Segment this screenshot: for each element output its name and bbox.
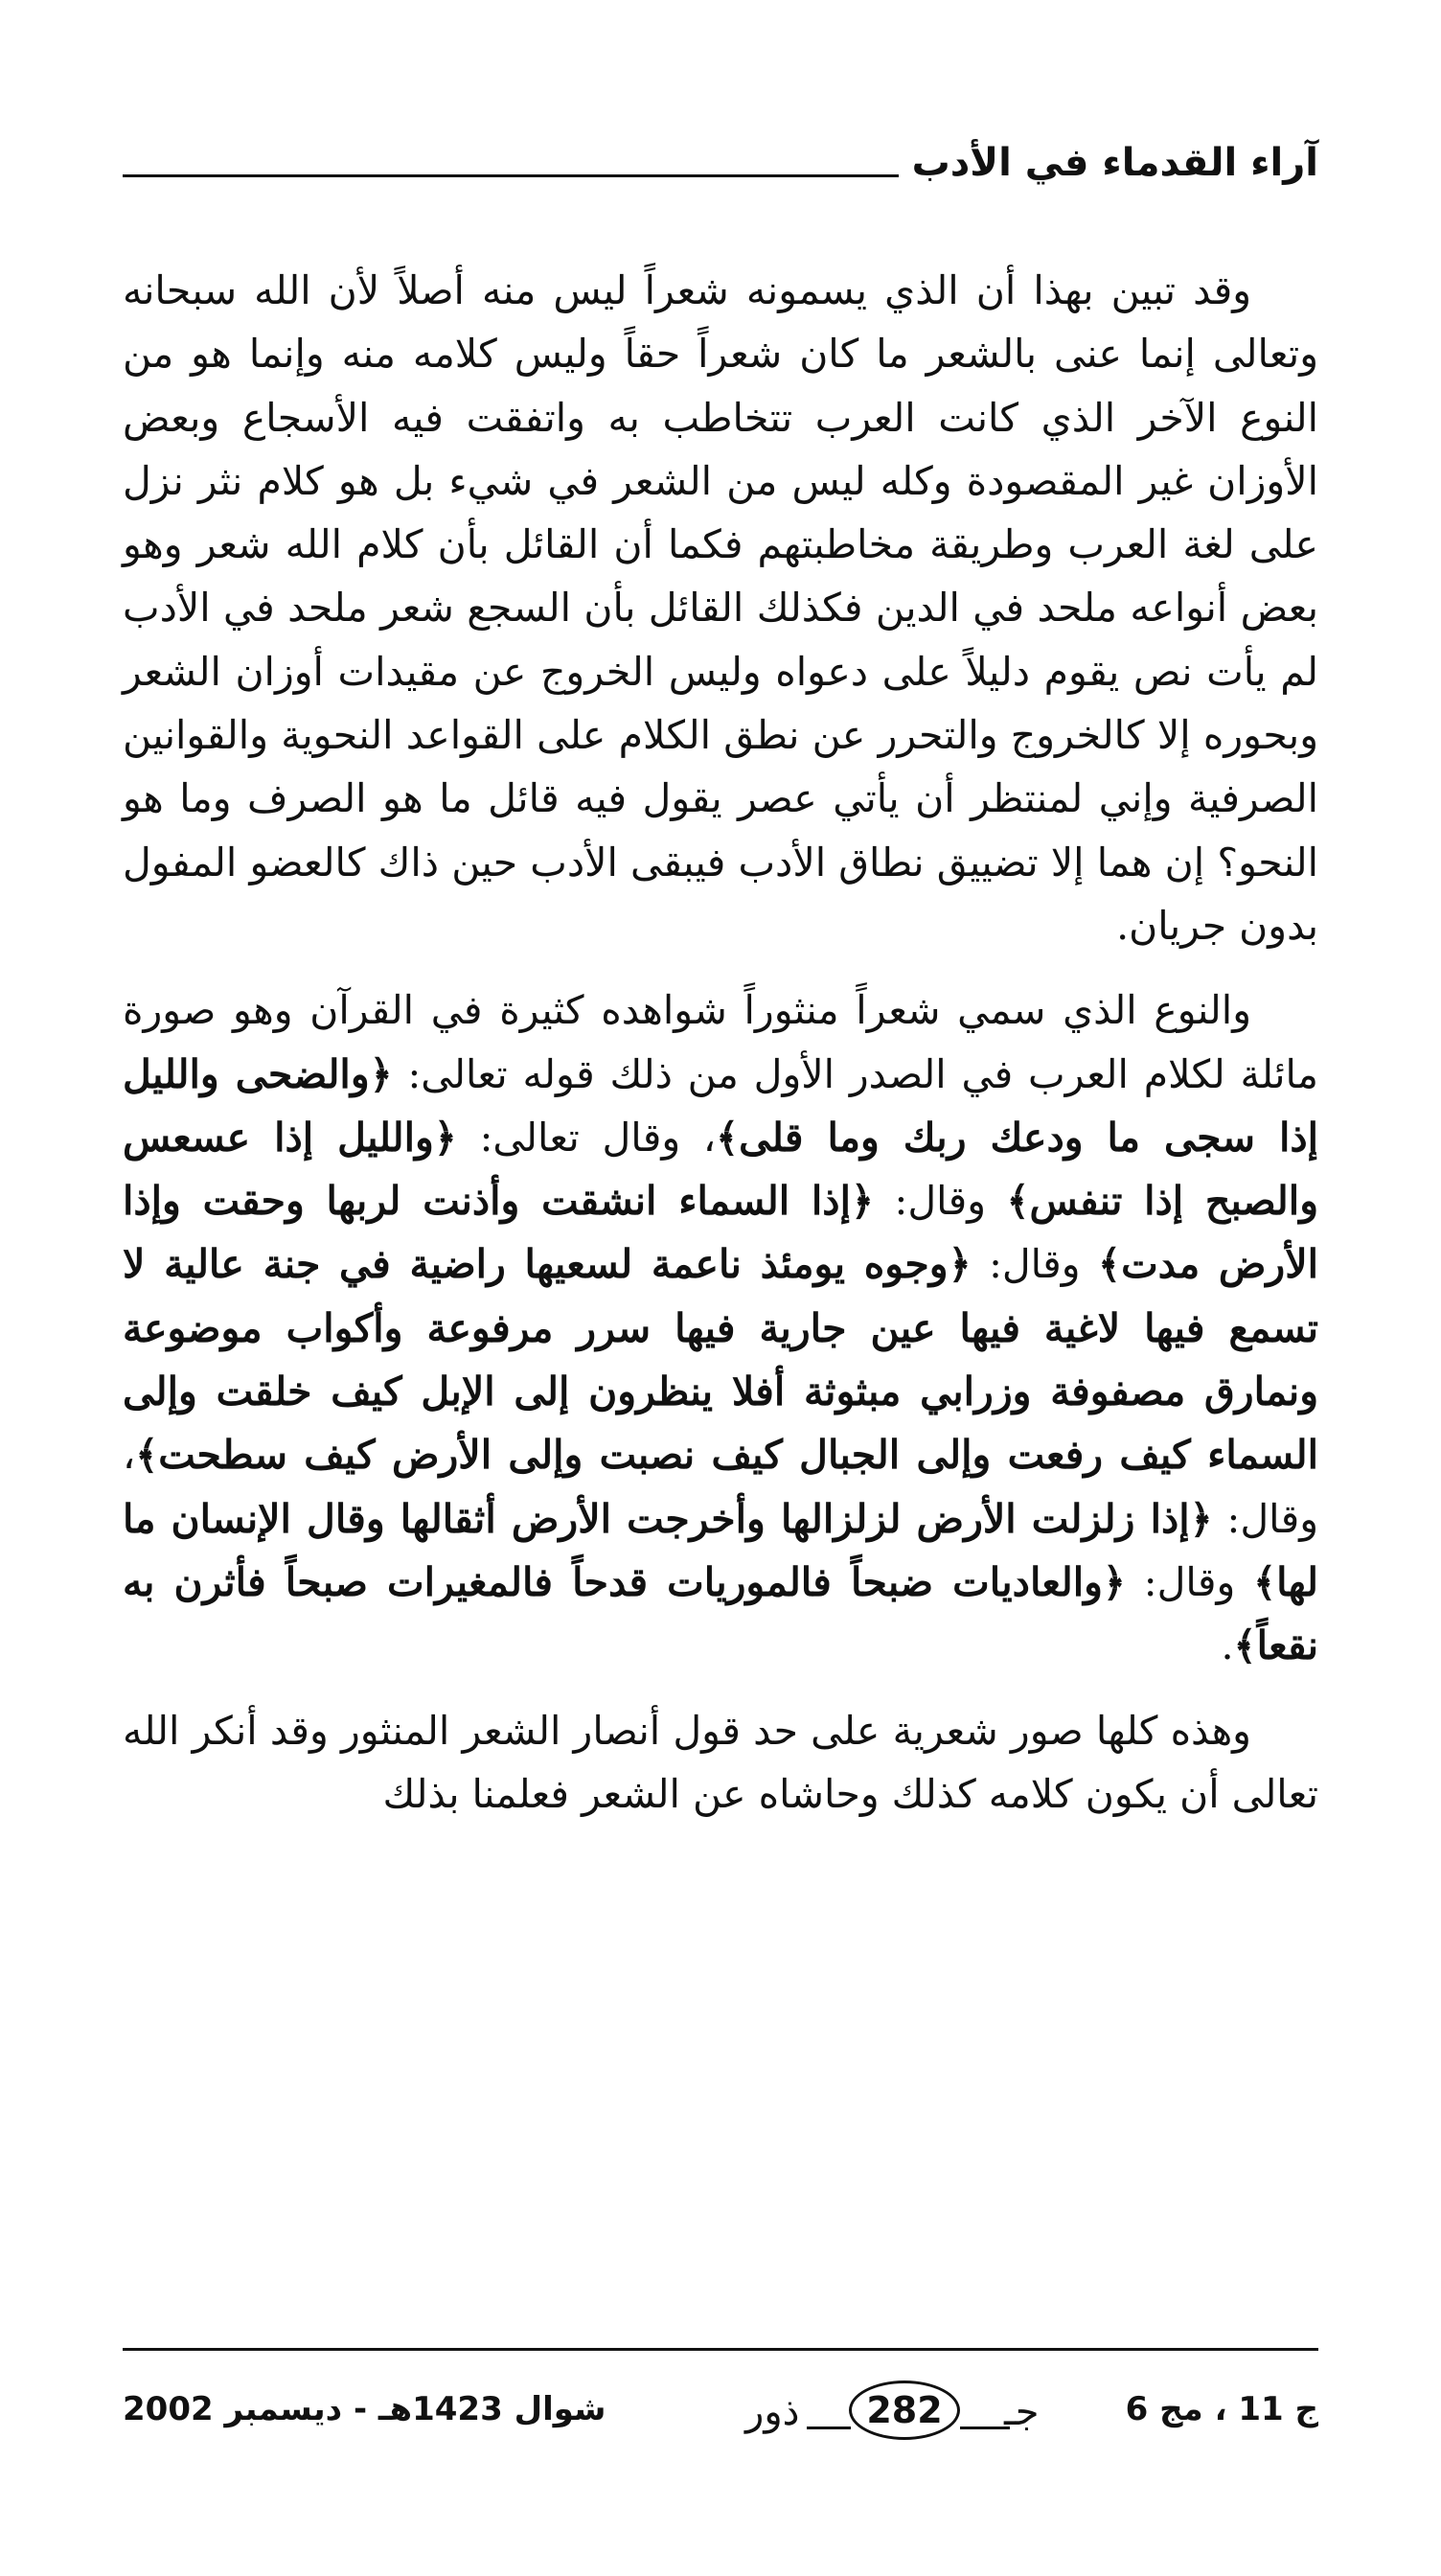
quran-quote-6: ﴿والعاديات ضبحاً فالموريات قدحاً فالمغيرات صبحاً فأثرن به نقعاً﴾ [123,1558,1318,1669]
said-4: ، وقال: [123,1432,1318,1542]
page-footer [123,2375,1318,2451]
running-header [123,134,1318,192]
issue-date: شوال 1423هـ - ديسمبر 2002 [123,2390,606,2428]
paragraph-2-end: . [1221,1622,1234,1669]
paragraph-2 [123,978,1318,1677]
said-5: وقال: [1143,1558,1254,1605]
paragraph-1: وقد تبين بهذا أن الذي يسمونه شعراً ليس منه أصلاً لأن الله سبحانه وتعالى إنما عنى بالشعر ما كان شعراً حقاً وليس كلامه منه وإنما هو من النوع الآخر الذي كانت العرب تتخاطب به واتفقت فيه الأسجاع وبعض الأوزان غير المقصودة وكله ليس من الشعر في شيء بل هو كلام نثر نزل على لغة العرب وطريقة مخاطبتهم فكما أن القائل بأن كلام الله شعر وهو بعض أنواعه ملحد في الدين فكذلك القائل بأن السجع شعر ملحد في الأدب لم يأت نص يقوم دليلاً على دعواه وليس الخروج عن مقيدات أوزان الشعر وبحوره إلا كالخروج والتحرر عن نطق الكلام على القواعد النحوية والقوانين الصرفية وإني لمنتظر أن يأتي عصر يقول فيه قائل ما هو الصرف وما هو النحو؟ إن هما إلا تضييق نطاق الأدب فيبقى الأدب حين ذاك كالعضو المفول بدون جريان. [123,267,1318,949]
said-3: وقال: [971,1241,1099,1288]
paragraph-3: وهذه كلها صور شعرية على حد قول أنصار الشعر المنثور وقد أنكر الله تعالى أن يكون كلامه كذلك وحاشاه عن الشعر فعلمنا بذلك [123,1707,1318,1817]
quran-quote-1: ﴿والضحى والليل إذا سجى ما ودعك ربك وما قلى﴾ [123,1050,1319,1161]
magazine-name-prefix: جـ [1004,2390,1040,2434]
issue-number: ج 11 ، مج 6 [1125,2390,1318,2428]
running-title: آراء القدماء في الأدب [899,134,1318,192]
paragraph-2-intro: والنوع الذي سمي شعراً منثوراً شواهده كثيرة في القرآن وهو صورة مائلة لكلام العرب في الصدر الأول من ذلك قوله تعالى: [123,987,1318,1097]
magazine-line-left [807,2426,851,2429]
magazine-page-mark [745,2375,1052,2451]
quran-quote-5: ﴿إذا زلزلت الأرض لزلزالها وأخرجت الأرض أثقالها وقال الإنسان ما لها﴾ [123,1495,1318,1605]
said-2: وقال: [873,1178,1007,1225]
magazine-line-right [960,2426,1010,2429]
header-rule [123,174,916,177]
article-body [123,259,1318,1826]
said-1: ، وقال تعالى: [479,1114,717,1161]
quran-quote-2: ﴿والليل إذا عسعس والصبح إذا تنفس﴾ [123,1114,1318,1225]
footer-rule [123,2348,1318,2351]
page-number: 282 [849,2380,960,2440]
quran-quote-3: ﴿إذا السماء انشقت وأذنت لربها وحقت وإذا الأرض مدت﴾ [123,1178,1318,1288]
quran-quote-4: ﴿وجوه يومئذ ناعمة لسعيها راضية في جنة عالية لا تسمع فيها لاغية فيها عين جارية فيها سرر مرفوعة وأكواب موضوعة ونمارق مصفوفة وزرابي مبثوثة أفلا ينظرون إلى الإبل كيف خلقت وإلى السماء كيف رفعت وإلى الجبال كيف نصبت وإلى الأرض كيف سطحت﴾ [123,1241,1318,1479]
magazine-name-suffix: ذور [745,2390,800,2434]
